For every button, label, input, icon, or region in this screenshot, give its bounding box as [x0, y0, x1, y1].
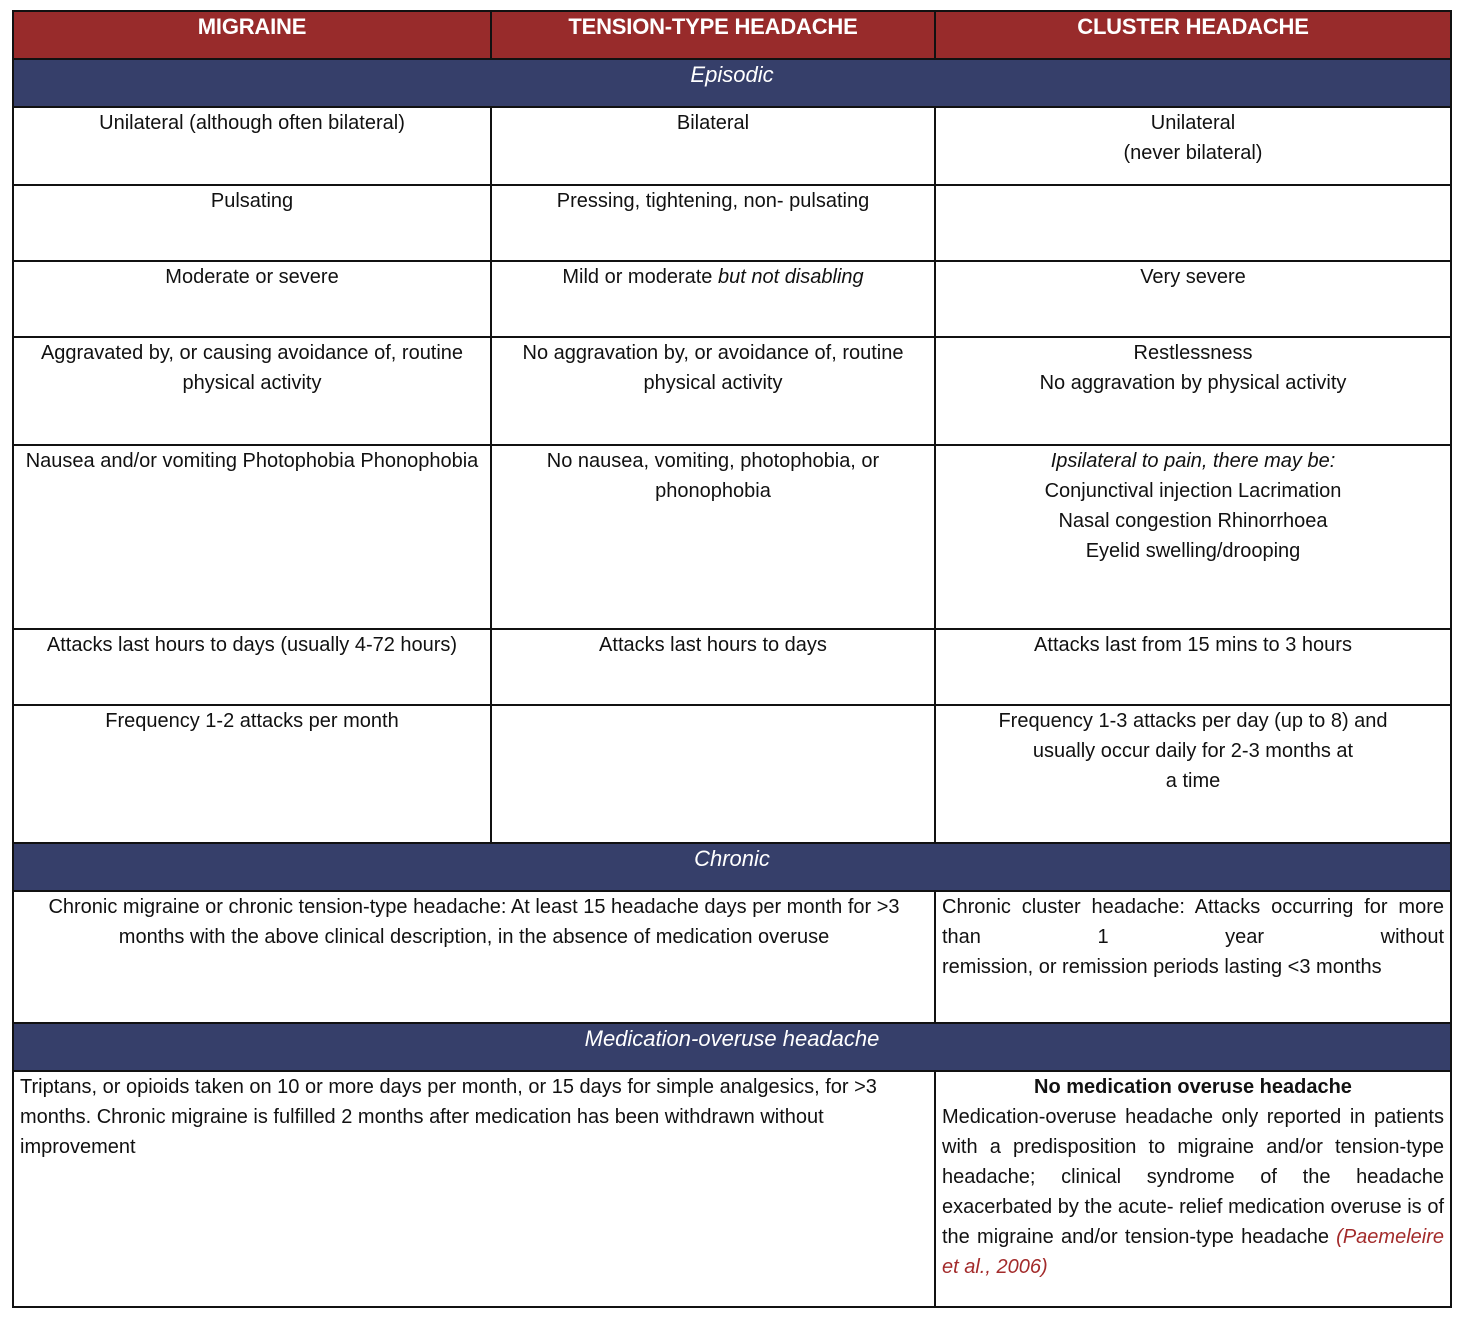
table-row-symptoms	[13, 445, 1451, 629]
table-row-laterality	[13, 107, 1451, 185]
cell-migraine-tension-moh: Triptans, or opioids taken on 10 or more days per month, or 15 days for simple analgesics, for >3 months. Chronic migraine is fulfilled 2 months after medication has been withdrawn without improvement	[13, 1071, 935, 1307]
section-row-medication-overuse	[13, 1023, 1451, 1071]
section-row-chronic	[13, 843, 1451, 891]
column-header-tension-type: TENSION-TYPE HEADACHE	[491, 11, 935, 59]
cell-text: Medication-overuse headache only reported in patients with a predisposition to migraine and/or tension-type headache; clinical syndrome of the headache exacerbated by the acute- relief medication overuse is of the migraine and/or tension-type headache	[942, 1106, 1444, 1248]
section-row-episodic	[13, 59, 1451, 107]
cell-line: Eyelid swelling/drooping	[1085, 540, 1301, 562]
cell-line: No aggravation by physical activity	[1039, 372, 1347, 394]
cell-cluster	[935, 107, 1451, 185]
column-header-cluster: CLUSTER HEADACHE	[935, 11, 1451, 59]
cell-migraine: Frequency 1-2 attacks per month	[13, 705, 491, 843]
cell-tension: No aggravation by, or avoidance of, routine physical activity	[491, 337, 935, 445]
cell-line: a time	[1165, 770, 1221, 792]
cell-line: Chronic cluster headache: Attacks occurring for more than 1 year without	[942, 896, 1444, 948]
table-row-quality	[13, 185, 1451, 261]
cell-cluster	[935, 185, 1451, 261]
cell-cluster	[935, 705, 1451, 843]
citation-link[interactable]: (Paemeleire et al., 2006)	[942, 1226, 1444, 1278]
cell-text: Mild or moderate	[562, 266, 718, 288]
cell-tension: Pressing, tightening, non- pulsating	[491, 185, 935, 261]
cell-migraine: Attacks last hours to days (usually 4-72 hours)	[13, 629, 491, 705]
headache-comparison-table	[12, 10, 1452, 1308]
cell-line: Conjunctival injection Lacrimation	[1044, 480, 1342, 502]
cell-tension	[491, 705, 935, 843]
cell-cluster-chronic	[935, 891, 1451, 1023]
cell-title: No medication overuse headache	[1034, 1076, 1352, 1098]
cell-cluster: Attacks last from 15 mins to 3 hours	[935, 629, 1451, 705]
cell-line: usually occur daily for 2-3 months at	[1032, 740, 1354, 762]
column-header-row	[13, 11, 1451, 59]
section-title-episodic: Episodic	[13, 59, 1451, 107]
cell-tension: Attacks last hours to days	[491, 629, 935, 705]
section-title-medication-overuse: Medication-overuse headache	[13, 1023, 1451, 1071]
cell-intro: Ipsilateral to pain, there may be:	[1050, 450, 1336, 472]
table-row-medication-overuse	[13, 1071, 1451, 1307]
cell-line: (never bilateral)	[1123, 142, 1263, 164]
cell-tension: No nausea, vomiting, photophobia, or phonophobia	[491, 445, 935, 629]
cell-line: Restlessness	[1133, 342, 1253, 364]
cell-migraine: Moderate or severe	[13, 261, 491, 337]
cell-migraine-tension-chronic: Chronic migraine or chronic tension-type headache: At least 15 headache days per month for >3 months with the above clinical description, in the absence of medication overuse	[13, 891, 935, 1023]
column-header-migraine: MIGRAINE	[13, 11, 491, 59]
cell-line: remission, or remission periods lasting <3 months	[942, 956, 1382, 978]
section-title-chronic: Chronic	[13, 843, 1451, 891]
cell-migraine: Pulsating	[13, 185, 491, 261]
cell-tension: Bilateral	[491, 107, 935, 185]
table-row-activity	[13, 337, 1451, 445]
cell-migraine: Aggravated by, or causing avoidance of, routine physical activity	[13, 337, 491, 445]
table-row-chronic	[13, 891, 1451, 1023]
cell-tension	[491, 261, 935, 337]
cell-text-emphasis: but not disabling	[717, 266, 864, 288]
cell-line: Unilateral	[1150, 112, 1236, 134]
cell-cluster	[935, 445, 1451, 629]
cell-line: Nasal congestion Rhinorrhoea	[1058, 510, 1328, 532]
cell-cluster-moh	[935, 1071, 1451, 1307]
cell-cluster	[935, 337, 1451, 445]
table-row-intensity	[13, 261, 1451, 337]
cell-migraine: Nausea and/or vomiting Photophobia Phonophobia	[13, 445, 491, 629]
cell-cluster: Very severe	[935, 261, 1451, 337]
cell-line: Frequency 1-3 attacks per day (up to 8) and	[998, 710, 1388, 732]
table-row-frequency	[13, 705, 1451, 843]
cell-migraine: Unilateral (although often bilateral)	[13, 107, 491, 185]
table-row-duration	[13, 629, 1451, 705]
